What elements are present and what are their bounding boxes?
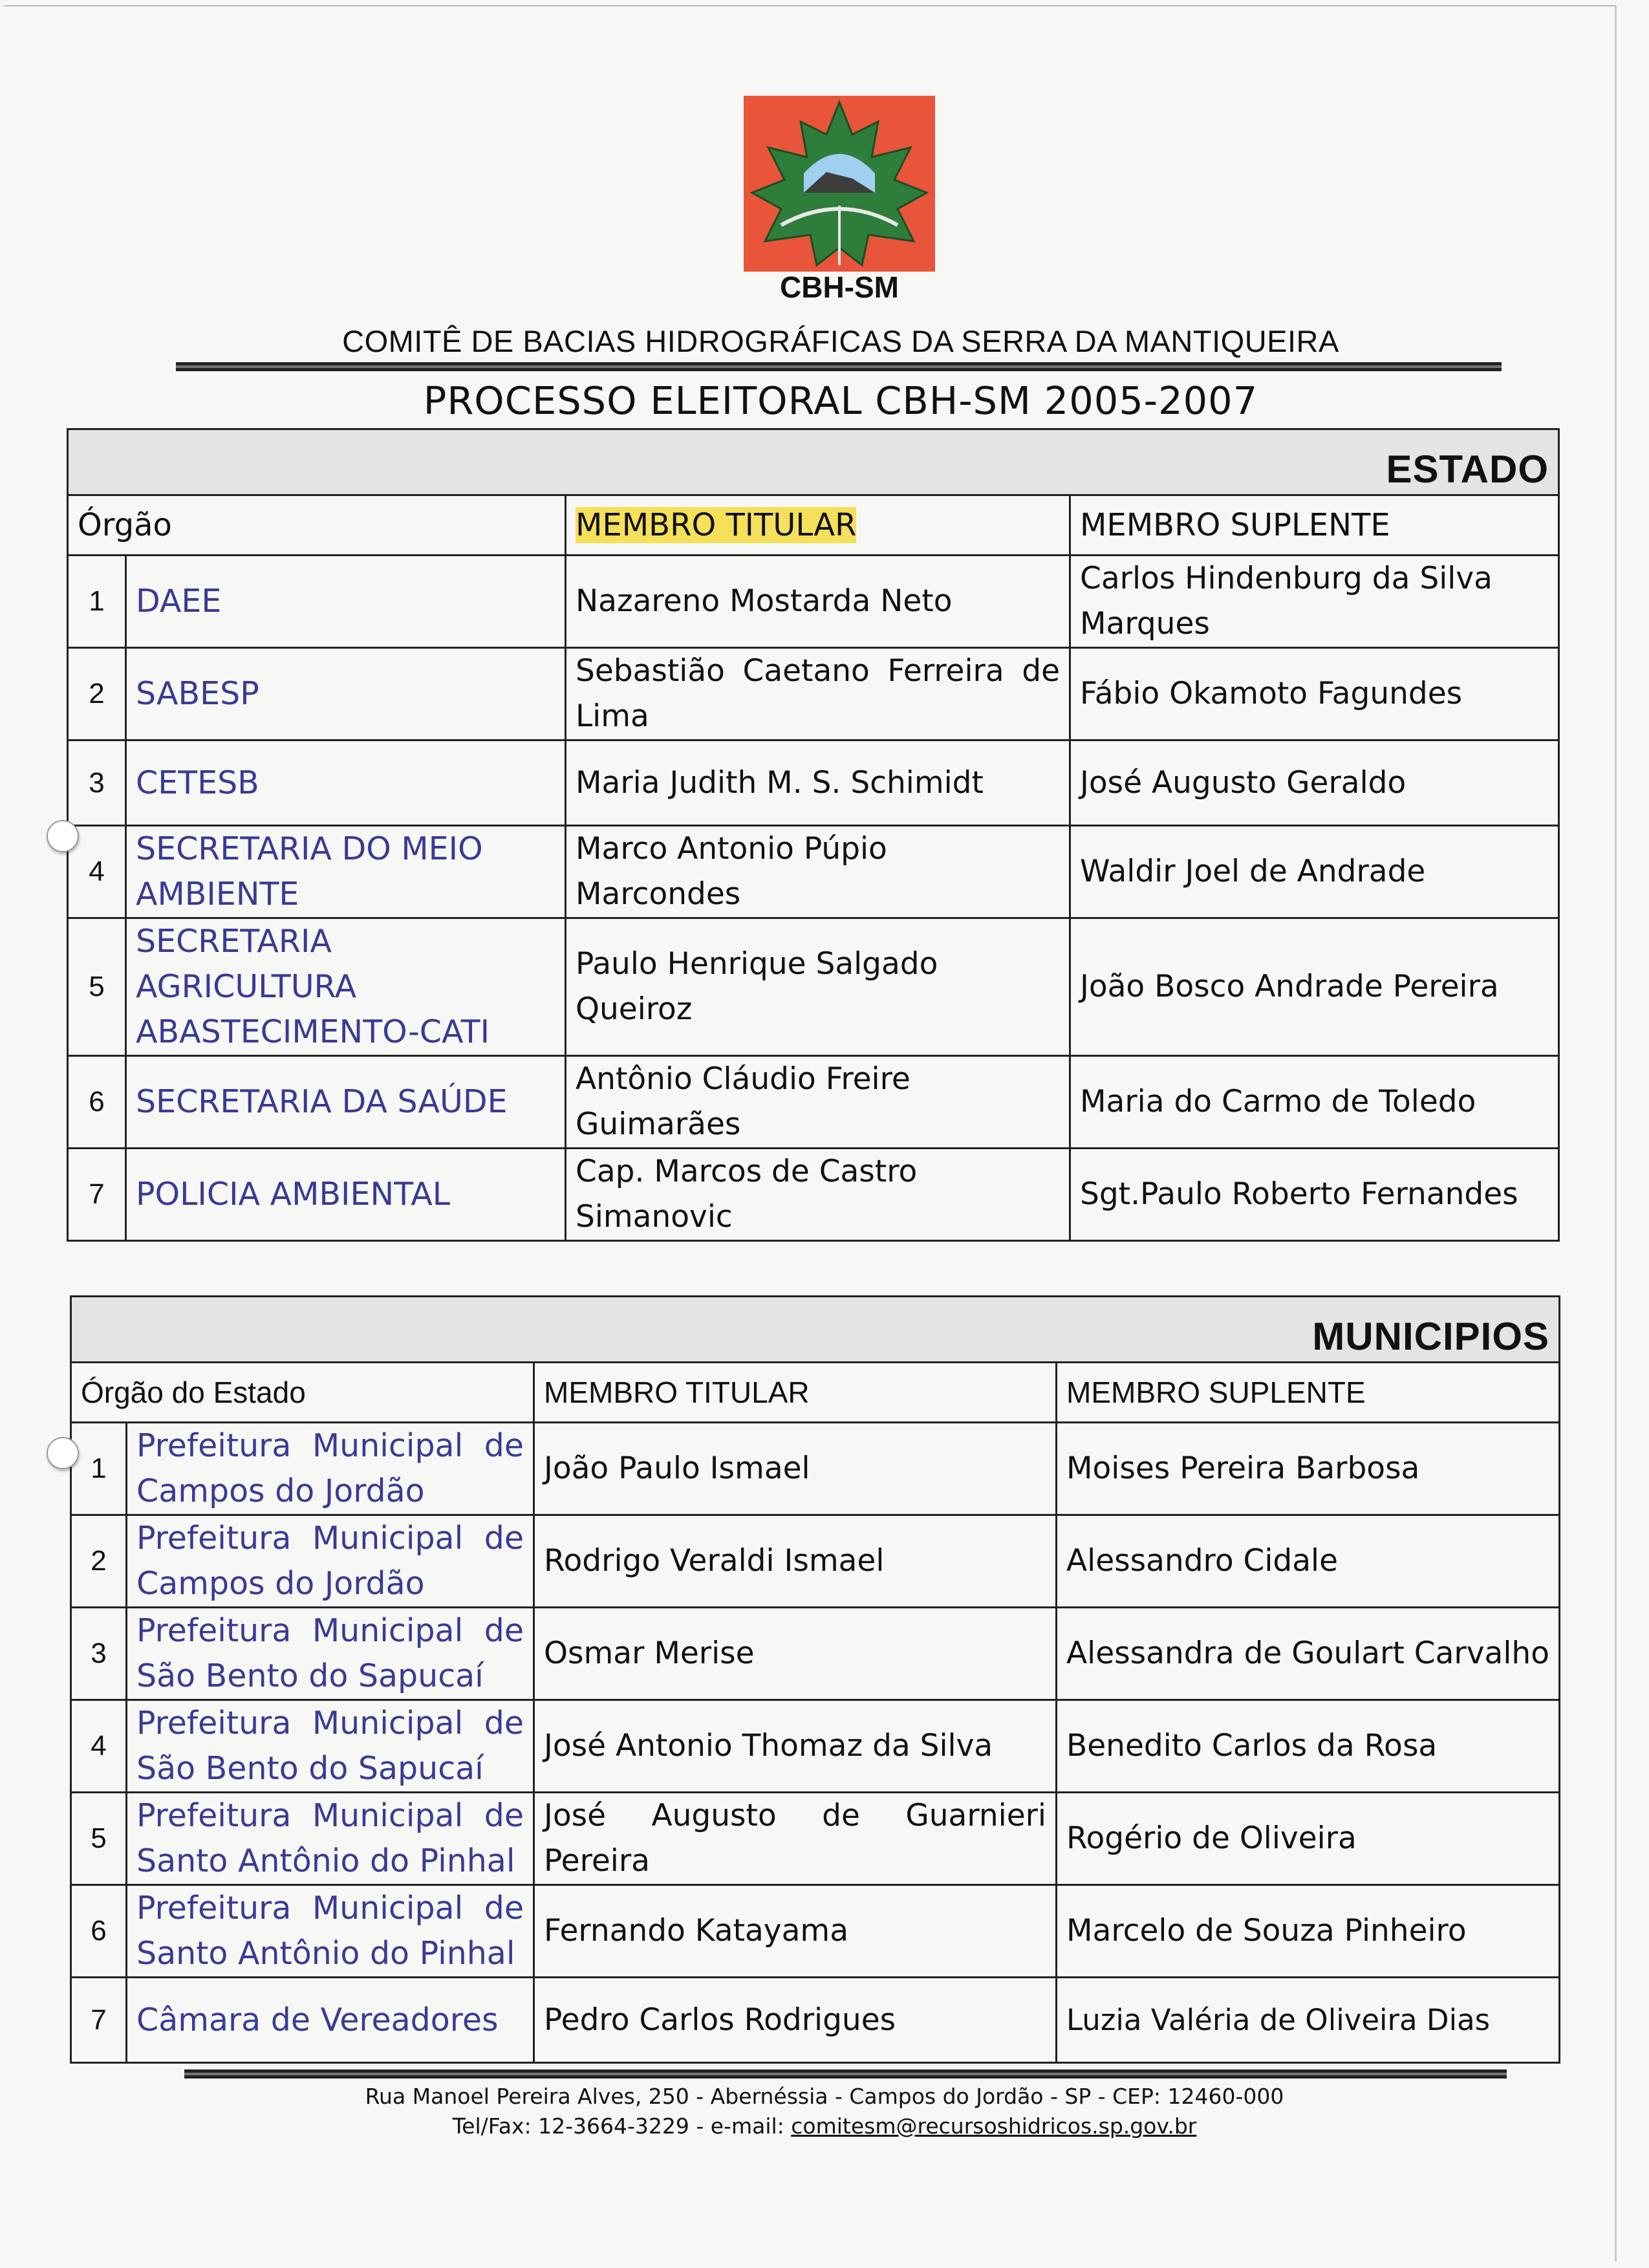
titular-cell: Sebastião Caetano Ferreira de Lima — [566, 648, 1070, 740]
titular-cell: Nazareno Mostarda Neto — [566, 556, 1070, 648]
orgao-cell: CETESB — [126, 740, 566, 826]
suplente-cell: Benedito Carlos da Rosa — [1057, 1700, 1560, 1793]
row-number: 3 — [68, 740, 126, 826]
table-row — [68, 648, 1559, 740]
column-header-orgao: Órgão — [68, 495, 566, 556]
footer-email-link[interactable]: comitesm@recursoshidricos.sp.gov.br — [791, 2113, 1197, 2139]
orgao-cell: Câmara de Vereadores — [127, 1978, 534, 2063]
row-number: 6 — [68, 1056, 126, 1149]
row-number: 3 — [71, 1608, 127, 1700]
table-row — [71, 1608, 1560, 1700]
row-number: 2 — [71, 1515, 127, 1608]
titular-cell: Antônio Cláudio Freire Guimarães — [566, 1056, 1070, 1149]
footer-rule — [184, 2069, 1507, 2079]
row-number: 4 — [71, 1700, 127, 1793]
titular-cell: Paulo Henrique Salgado Queiroz — [566, 918, 1070, 1056]
municipios-table — [70, 1295, 1560, 2064]
highlighted-text: MEMBRO TITULAR — [576, 507, 857, 543]
table-row — [68, 918, 1559, 1056]
row-number: 7 — [71, 1978, 127, 2063]
table-row — [68, 740, 1559, 826]
suplente-cell: Marcelo de Souza Pinheiro — [1057, 1885, 1560, 1978]
row-number: 1 — [71, 1423, 127, 1515]
suplente-cell: Luzia Valéria de Oliveira Dias — [1057, 1978, 1560, 2063]
row-number: 5 — [68, 918, 126, 1056]
titular-cell: Maria Judith M. S. Schimidt — [566, 740, 1070, 826]
orgao-cell: Prefeitura Municipal de São Bento do Sapucaí — [127, 1608, 534, 1700]
footer-address: Rua Manoel Pereira Alves, 250 - Abernéssia - Campos do Jordão - SP - CEP: 12460-000 — [365, 2084, 1284, 2109]
orgao-cell: SECRETARIA DO MEIO AMBIENTE — [126, 826, 566, 918]
punch-hole-icon — [47, 820, 79, 852]
column-header-suplente: MEMBRO SUPLENTE — [1070, 495, 1559, 556]
orgao-cell: Prefeitura Municipal de Campos do Jordão — [127, 1423, 534, 1515]
orgao-cell: DAEE — [126, 556, 566, 648]
suplente-cell: Rogério de Oliveira — [1057, 1793, 1560, 1885]
cbh-sm-logo — [742, 96, 936, 303]
titular-cell: Osmar Merise — [534, 1608, 1057, 1700]
estado-section-title: ESTADO — [68, 429, 1559, 495]
document-title: PROCESSO ELEITORAL CBH-SM 2005-2007 — [423, 378, 1258, 423]
logo-text: CBH-SM — [780, 270, 899, 303]
suplente-cell: Carlos Hindenburg da Silva Marques — [1070, 556, 1559, 648]
suplente-cell: Alessandra de Goulart Carvalho — [1057, 1608, 1560, 1700]
table-row — [71, 1700, 1560, 1793]
titular-cell: José Antonio Thomaz da Silva — [534, 1700, 1057, 1793]
table-row — [68, 1056, 1559, 1149]
table-row — [71, 1793, 1560, 1885]
titular-cell: Pedro Carlos Rodrigues — [534, 1978, 1057, 2063]
table-row — [71, 1978, 1560, 2063]
suplente-cell: Alessandro Cidale — [1057, 1515, 1560, 1608]
titular-cell: Fernando Katayama — [534, 1885, 1057, 1978]
table-row — [68, 1149, 1559, 1241]
titular-cell: Rodrigo Veraldi Ismael — [534, 1515, 1057, 1608]
suplente-cell: João Bosco Andrade Pereira — [1070, 918, 1559, 1056]
orgao-cell: SABESP — [126, 648, 566, 740]
suplente-cell: Sgt.Paulo Roberto Fernandes — [1070, 1149, 1559, 1241]
logo-emblem-icon — [742, 96, 936, 303]
column-header-suplente: MEMBRO SUPLENTE — [1057, 1363, 1560, 1423]
suplente-cell: Moises Pereira Barbosa — [1057, 1423, 1560, 1515]
header-rule — [176, 362, 1502, 371]
orgao-cell: Prefeitura Municipal de Campos do Jordão — [127, 1515, 534, 1608]
suplente-cell: Maria do Carmo de Toledo — [1070, 1056, 1559, 1149]
footer-phone: Tel/Fax: 12-3664-3229 - e-mail: — [452, 2113, 792, 2139]
titular-cell: Marco Antonio Púpio Marcondes — [566, 826, 1070, 918]
row-number: 7 — [68, 1149, 126, 1241]
column-header-titular: MEMBRO TITULAR — [534, 1363, 1057, 1423]
suplente-cell: Fábio Okamoto Fagundes — [1070, 648, 1559, 740]
footer-contact — [0, 2113, 1649, 2139]
orgao-cell: SECRETARIA DA SAÚDE — [126, 1056, 566, 1149]
punch-hole-icon — [47, 1437, 79, 1469]
row-number: 5 — [71, 1793, 127, 1885]
municipios-section-title: MUNICIPIOS — [71, 1297, 1560, 1363]
suplente-cell: Waldir Joel de Andrade — [1070, 826, 1559, 918]
row-number: 1 — [68, 556, 126, 648]
suplente-cell: José Augusto Geraldo — [1070, 740, 1559, 826]
table-row — [71, 1515, 1560, 1608]
row-number: 2 — [68, 648, 126, 740]
titular-cell: José Augusto de Guarnieri Pereira — [534, 1793, 1057, 1885]
column-header-orgao-estado: Órgão do Estado — [71, 1363, 534, 1423]
orgao-cell: POLICIA AMBIENTAL — [126, 1149, 566, 1241]
row-number: 4 — [68, 826, 126, 918]
column-header-titular — [566, 495, 1070, 556]
organization-name: COMITÊ DE BACIAS HIDROGRÁFICAS DA SERRA DA MANTIQUEIRA — [342, 324, 1339, 358]
table-row — [68, 556, 1559, 648]
table-row — [71, 1885, 1560, 1978]
orgao-cell: Prefeitura Municipal de Santo Antônio do Pinhal — [127, 1793, 534, 1885]
orgao-cell: Prefeitura Municipal de Santo Antônio do Pinhal — [127, 1885, 534, 1978]
orgao-cell: Prefeitura Municipal de São Bento do Sapucaí — [127, 1700, 534, 1793]
estado-table — [67, 428, 1560, 1242]
table-row — [71, 1423, 1560, 1515]
titular-cell: João Paulo Ismael — [534, 1423, 1057, 1515]
row-number: 6 — [71, 1885, 127, 1978]
titular-cell: Cap. Marcos de Castro Simanovic — [566, 1149, 1070, 1241]
orgao-cell: SECRETARIA AGRICULTURA ABASTECIMENTO-CATI — [126, 918, 566, 1056]
table-row — [68, 826, 1559, 918]
